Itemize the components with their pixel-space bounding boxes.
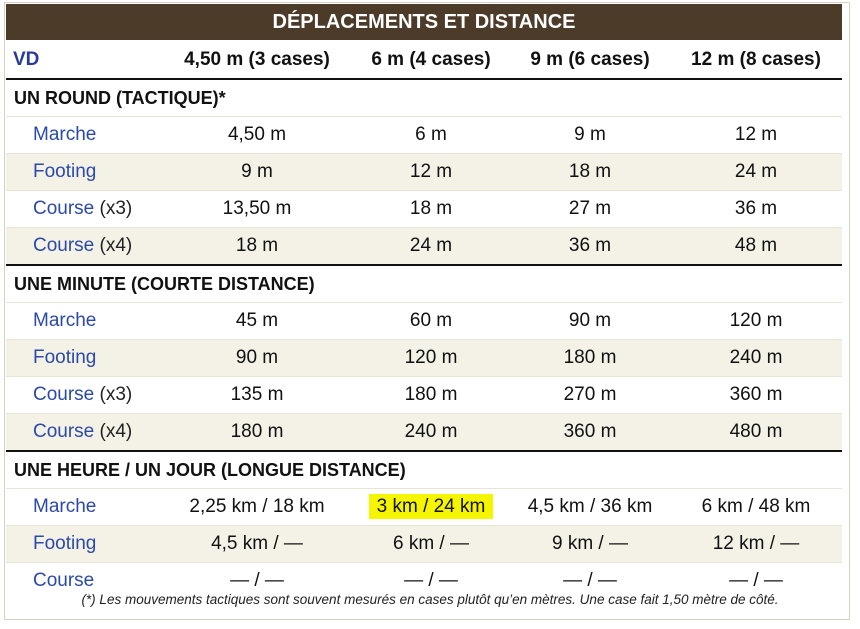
table-row (6, 228, 842, 266)
distance-cell: 9 m (510, 117, 670, 154)
table-row (6, 489, 842, 526)
pace-label[interactable] (6, 340, 162, 377)
distance-cell: 180 m (510, 340, 670, 377)
section-title: UNE HEURE / UN JOUR (LONGUE DISTANCE) (6, 451, 842, 489)
pace-link[interactable]: Course (33, 235, 95, 256)
distance-cell: 36 m (510, 228, 670, 266)
distance-cell: 6 km / 48 km (670, 489, 842, 526)
section-header-row (6, 451, 842, 489)
distance-cell: 60 m (352, 303, 510, 340)
distance-cell: 12 m (670, 117, 842, 154)
column-header: 4,50 m (3 cases) (184, 49, 330, 70)
distance-cell: — / — (162, 563, 352, 600)
pace-link[interactable]: Course (33, 421, 95, 442)
table-row (6, 414, 842, 452)
pace-label[interactable] (6, 154, 162, 191)
distance-cell: 24 m (352, 228, 510, 266)
pace-multiplier: (x3) (94, 384, 133, 405)
vd-header: VD (13, 49, 40, 70)
section-header-row (6, 79, 842, 117)
pace-link[interactable]: Course (33, 198, 95, 219)
distance-cell: 90 m (510, 303, 670, 340)
table-row (6, 377, 842, 414)
distance-cell: 120 m (670, 303, 842, 340)
distance-cell: 12 km / — (670, 526, 842, 563)
distance-cell: 6 m (352, 117, 510, 154)
distance-cell: 480 m (670, 414, 842, 452)
distance-cell: 90 m (162, 340, 352, 377)
distance-cell: 4,5 km / — (162, 526, 352, 563)
pace-label[interactable] (6, 303, 162, 340)
section-header-row (6, 265, 842, 303)
column-header: 12 m (8 cases) (691, 49, 821, 70)
distance-cell: 27 m (510, 191, 670, 228)
distance-cell: 36 m (670, 191, 842, 228)
header-row (6, 42, 842, 79)
distance-cell: 360 m (670, 377, 842, 414)
pace-link[interactable]: Course (33, 570, 95, 591)
distance-cell: — / — (670, 563, 842, 600)
table-row (6, 191, 842, 228)
section-title: UN ROUND (TACTIQUE)* (6, 79, 842, 117)
pace-multiplier: (x4) (94, 235, 133, 256)
highlighted-value: 3 km / 24 km (369, 494, 494, 519)
movement-table (6, 42, 842, 599)
distance-cell: 48 m (670, 228, 842, 266)
distance-cell: 9 km / — (510, 526, 670, 563)
distance-cell: 18 m (352, 191, 510, 228)
table-row (6, 526, 842, 563)
pace-link[interactable]: Marche (33, 124, 97, 145)
distance-cell: 240 m (670, 340, 842, 377)
footnote: (*) Les mouvements tactiques sont souvent mesurés en cases plutôt qu’en mètres. Une case fait 1,50 mètre de côté. (81, 592, 779, 607)
distance-cell: 18 m (510, 154, 670, 191)
distance-cell (352, 489, 510, 526)
pace-multiplier: (x4) (94, 421, 133, 442)
column-header: 6 m (4 cases) (371, 49, 491, 70)
pace-link[interactable]: Footing (33, 347, 97, 368)
pace-label[interactable] (6, 414, 162, 452)
distance-cell: 2,25 km / 18 km (162, 489, 352, 526)
pace-label[interactable] (6, 489, 162, 526)
distance-cell: 270 m (510, 377, 670, 414)
distance-cell: 4,50 m (162, 117, 352, 154)
pace-link[interactable]: Footing (33, 161, 97, 182)
table-title: DÉPLACEMENTS ET DISTANCE (6, 4, 842, 40)
pace-link[interactable]: Course (33, 384, 95, 405)
distance-cell: 180 m (352, 377, 510, 414)
distance-cell: 120 m (352, 340, 510, 377)
distance-cell: 24 m (670, 154, 842, 191)
pace-label[interactable] (6, 191, 162, 228)
distance-cell: — / — (352, 563, 510, 600)
column-header: 9 m (6 cases) (530, 49, 650, 70)
table-row (6, 154, 842, 191)
distance-cell: 9 m (162, 154, 352, 191)
pace-multiplier: (x3) (94, 198, 133, 219)
table-row (6, 303, 842, 340)
pace-label[interactable] (6, 228, 162, 266)
pace-label[interactable] (6, 526, 162, 563)
distance-cell: 180 m (162, 414, 352, 452)
distance-cell: 4,5 km / 36 km (510, 489, 670, 526)
distance-cell: 6 km / — (352, 526, 510, 563)
pace-link[interactable]: Marche (33, 496, 97, 517)
table-row (6, 117, 842, 154)
pace-link[interactable]: Marche (33, 310, 97, 331)
distance-cell: 135 m (162, 377, 352, 414)
table-row (6, 340, 842, 377)
distance-cell: 13,50 m (162, 191, 352, 228)
pace-link[interactable]: Footing (33, 533, 97, 554)
distance-cell: 45 m (162, 303, 352, 340)
pace-label[interactable] (6, 117, 162, 154)
pace-label[interactable] (6, 377, 162, 414)
section-title: UNE MINUTE (COURTE DISTANCE) (6, 265, 842, 303)
distance-cell: 12 m (352, 154, 510, 191)
distance-cell: — / — (510, 563, 670, 600)
distance-cell: 18 m (162, 228, 352, 266)
distance-cell: 360 m (510, 414, 670, 452)
distance-cell: 240 m (352, 414, 510, 452)
